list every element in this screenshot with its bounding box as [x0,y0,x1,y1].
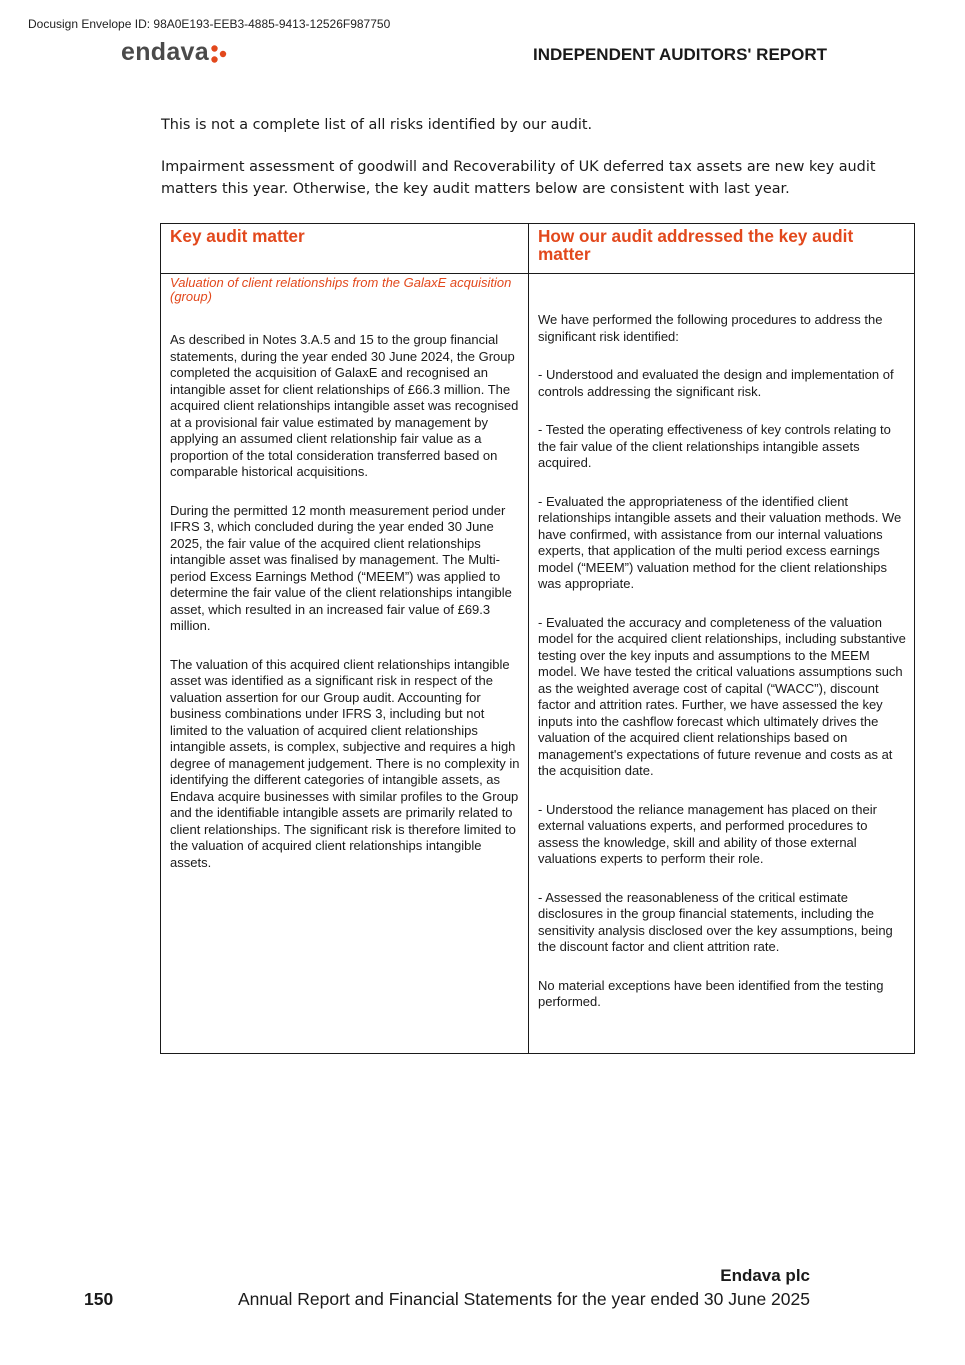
response-paragraph: - Evaluated the accuracy and completeness of the valuation model for the acquired client relationships, including substantive testing over the key inputs and assumptions to the MEEM model. We have tested the critical valuations assumptions such as the weighted average cost of capital (“WACC”), discount factor and attrition rates. Further, we have assessed the key inputs into the cashflow forecast which ultimately drives the valuation of the acquired client relationships based on management's expectations of future revenue and costs as at the acquisition date. [538,614,906,778]
endava-logo [121,40,227,65]
response-paragraph: - Tested the operating effectiveness of key controls relating to the fair value of the client relationships intangible assets acquired. [538,422,891,470]
logo-text: endava [121,38,209,66]
intro-text-2 [161,156,901,200]
response-paragraph: We have performed the following procedures to address the significant risk identified: [538,312,883,344]
matter-paragraph: During the permitted 12 month measurement period under IFRS 3, which concluded during the year ended 30 June 2025, the fair value of the acquired client relationships intangible asset was finalised by management. The Multi-period Excess Earnings Method (“MEEM”) was applied to determine the fair value of the client relationships intangible asset, which resulted in an increased fair value of £69.3 million. [170,502,512,633]
matter-subtitle: Valuation of client relationships from the GalaxE acquisition (group) [170,275,512,304]
report-title: INDEPENDENT AUDITORS' REPORT [533,45,828,64]
matter-paragraph: As described in Notes 3.A.5 and 15 to the group financial statements, during the year ended 30 June 2024, the Group completed the acquisition of GalaxE and recognised an intangible asset for client relationships of £66.3 million. The acquired client relationships intangible asset was recognised at a provisional fair value estimated by management by applying an assumed client relationship fair value as a proportion of the total consideration transferred based on comparable historical acquisitions. [170,332,519,479]
response-paragraph: - Understood and evaluated the design and implementation of controls addressing the significant risk. [538,367,894,399]
key-audit-matters-table [160,223,915,1054]
header-key-audit-matter: Key audit matter [161,224,529,274]
matter-paragraph: The valuation of this acquired client relationships intangible asset was identified as a significant risk in respect of the valuation assertion for our Group audit. Accounting for business combinations under IFRS 3, including but not limited to the valuation of acquired client relationships intangible assets, is complex, subjective and requires a high degree of management judgement. There is no complexity in identifying the different categories of intangible assets, as Endava acquire businesses with similar profiles to the Group and the identifiable intangible assets are primarily related to client relationships. The significant risk is therefore limited to the valuation of acquired client relationships intangible assets. [170,656,520,870]
table-header-row [161,224,915,274]
intro-line-2: Impairment assessment of goodwill and Recoverability of UK deferred tax assets are new key audit matters this year. Otherwise, the key audit matters below are consistent with last year. [161,159,876,197]
response-paragraph: - Assessed the reasonableness of the critical estimate disclosures in the group financial statements, including the sensitivity analysis disclosed over the key assumptions, being the discount factor and client attrition rate. [538,889,893,954]
response-paragraph: No material exceptions have been identified from the testing performed. [538,977,884,1009]
envelope-id: Docusign Envelope ID: 98A0E193-EEB3-4885-9413-12526F987750 [28,17,391,31]
header-how-addressed: How our audit addressed the key audit matter [529,224,915,274]
footer-text: Annual Report and Financial Statements for the year ended 30 June 2025 [237,1289,810,1309]
logo-mark-icon [211,45,227,63]
page-number: 150 [84,1289,114,1309]
company-name: Endava plc [720,1266,810,1285]
response-paragraph: - Evaluated the appropriateness of the identified client relationships intangible assets and their valuation methods. We have confirmed, with assistance from our internal valuations experts, that application of the multi period excess earnings model (“MEEM”) valuation method for the client relationships was appropriate. [538,493,902,591]
response-paragraph: - Understood the reliance management has placed on their external valuations experts, and performed procedures to assess the knowledge, skill and ability of those external valuations experts to perform their role. [538,801,877,866]
intro-line-1: This is not a complete list of all risks identified by our audit. [161,117,593,133]
audit-response-cell [529,274,915,1054]
intro-text-1 [161,114,901,136]
key-audit-matter-cell [161,274,529,1054]
table-row [161,274,915,1054]
